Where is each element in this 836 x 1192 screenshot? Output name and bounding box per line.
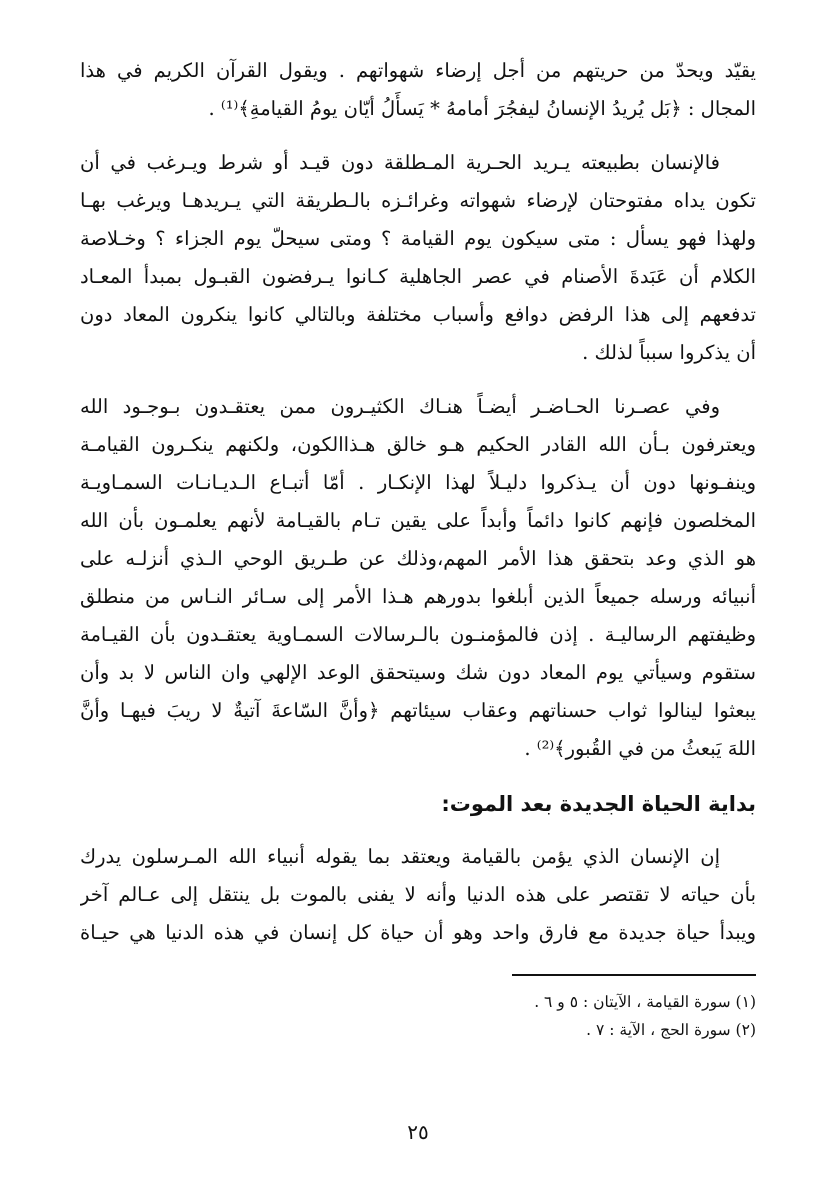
text-line: فالإنسان بطبيعته يـريد الحـرية المـطلقة دون قيـد أو شرط ويـرغب في أن bbox=[80, 151, 720, 174]
footnote-1: (١) سورة القيامة ، الآيتان : ٥ و ٦ . bbox=[534, 993, 756, 1011]
text-line: اللهَ يَبعثُ من في القُبور﴾⁽²⁾ . bbox=[524, 737, 756, 760]
text-line: وظيفتهم الرساليـة . إذن فالمؤمنـون بالـرسالات السمـاوية يعتقـدون بأن القيـامة bbox=[80, 623, 756, 646]
text-line: المخلصون فإنهم كانوا دائماً وأبداً على يقين تـام بالقيـامة لأنهم يعلمـون بأن الله bbox=[80, 509, 756, 532]
text-line: ولهذا فهو يسأل : متى سيكون يوم القيامة ؟ ومتى سيحلّ يوم الجزاء ؟ وخـلاصة bbox=[80, 227, 756, 250]
paragraph-1 bbox=[80, 52, 756, 128]
page-body bbox=[80, 52, 756, 1044]
text-line: ويعترفون بـأن الله القادر الحكيم هـو خالق هـذاالكون، ولكنهم ينكـرون القيامـة bbox=[80, 433, 756, 456]
text-line: تكون يداه مفتوحتان لإرضاء شهواته وغرائـزه بالـطريقة التي يـريدهـا ويرغب بهـا bbox=[80, 189, 756, 212]
paragraph-4 bbox=[80, 838, 756, 952]
text-line: الكلام أن عَبَدةَ الأصنام في عصر الجاهلية كـانوا يـرفضون القبـول بمبدأ المعـاد bbox=[80, 265, 756, 288]
text-line: المجال : ﴿بَل يُريدُ الإنسانُ ليفجُرَ أمامهُ * يَسأَلُ أيّان يومُ القيامةِ﴾⁽¹⁾ . bbox=[208, 97, 756, 120]
text-line: أن يذكروا سبباً لذلك . bbox=[582, 341, 756, 364]
section-heading: بداية الحياة الجديدة بعد الموت: bbox=[441, 792, 756, 816]
text-line: إن الإنسان الذي يؤمن بالقيامة ويعتقد بما يقوله أنبياء الله المـرسلون يدرك bbox=[80, 845, 720, 868]
text-line: هو الذي وعد بتحقق هذا الأمر المهم،وذلك عن طـريق الوحي الـذي أنزلـه على bbox=[80, 547, 756, 570]
text-line: وينفـونها دون أن يـذكروا دليـلاً لهذا الإنكـار . أمّا أتبـاع الـديـانـات السمـاويـة bbox=[80, 471, 756, 494]
text-line: بأن حياته لا تقتصر على هذه الدنيا وأنه لا يفنى بالموت بل ينتقل إلى عـالم آخر bbox=[80, 883, 756, 906]
text-line: أنبيائه ورسله جميعاً الذين أبلغوا بدورهم هـذا الأمر إلى سـائر النـاس من منطلق bbox=[80, 585, 756, 608]
footnotes bbox=[80, 988, 756, 1044]
text-line: وفي عصـرنا الحـاضـر أيضـاً هنـاك الكثيـرون ممن يعتقـدون بـوجـود الله bbox=[80, 395, 720, 418]
text-line: ويبدأ حياة جديدة مع فارق واحد وهو أن حياة كل إنسان في هذه الدنيا هي حيـاة bbox=[80, 921, 756, 944]
page-number: ٢٥ bbox=[407, 1120, 429, 1144]
text-line: يبعثوا لينالوا ثواب حسناتهم وعقاب سيئاتهم ﴿وأنَّ السّاعةَ آتيةٌ لا ريبَ فيهـا وأنَّ bbox=[80, 699, 756, 722]
text-line: تدفعهم إلى هذا الرفض دوافع وأسباب مختلفة وبالتالي كانوا ينكرون المعاد دون bbox=[80, 303, 756, 326]
text-line: ستقوم وسيأتي يوم المعاد دون شك وسيتحقق الوعد الإلهي وان الناس لا بد وأن bbox=[80, 661, 756, 684]
paragraph-3 bbox=[80, 388, 756, 768]
text-line: يقيّد ويحدّ من حريتهم من أجل إرضاء شهواتهم . ويقول القرآن الكريم في هذا bbox=[80, 59, 756, 82]
footnote-divider bbox=[512, 974, 756, 976]
footnote-2: (٢) سورة الحج ، الآية : ٧ . bbox=[586, 1021, 756, 1039]
paragraph-2 bbox=[80, 144, 756, 372]
